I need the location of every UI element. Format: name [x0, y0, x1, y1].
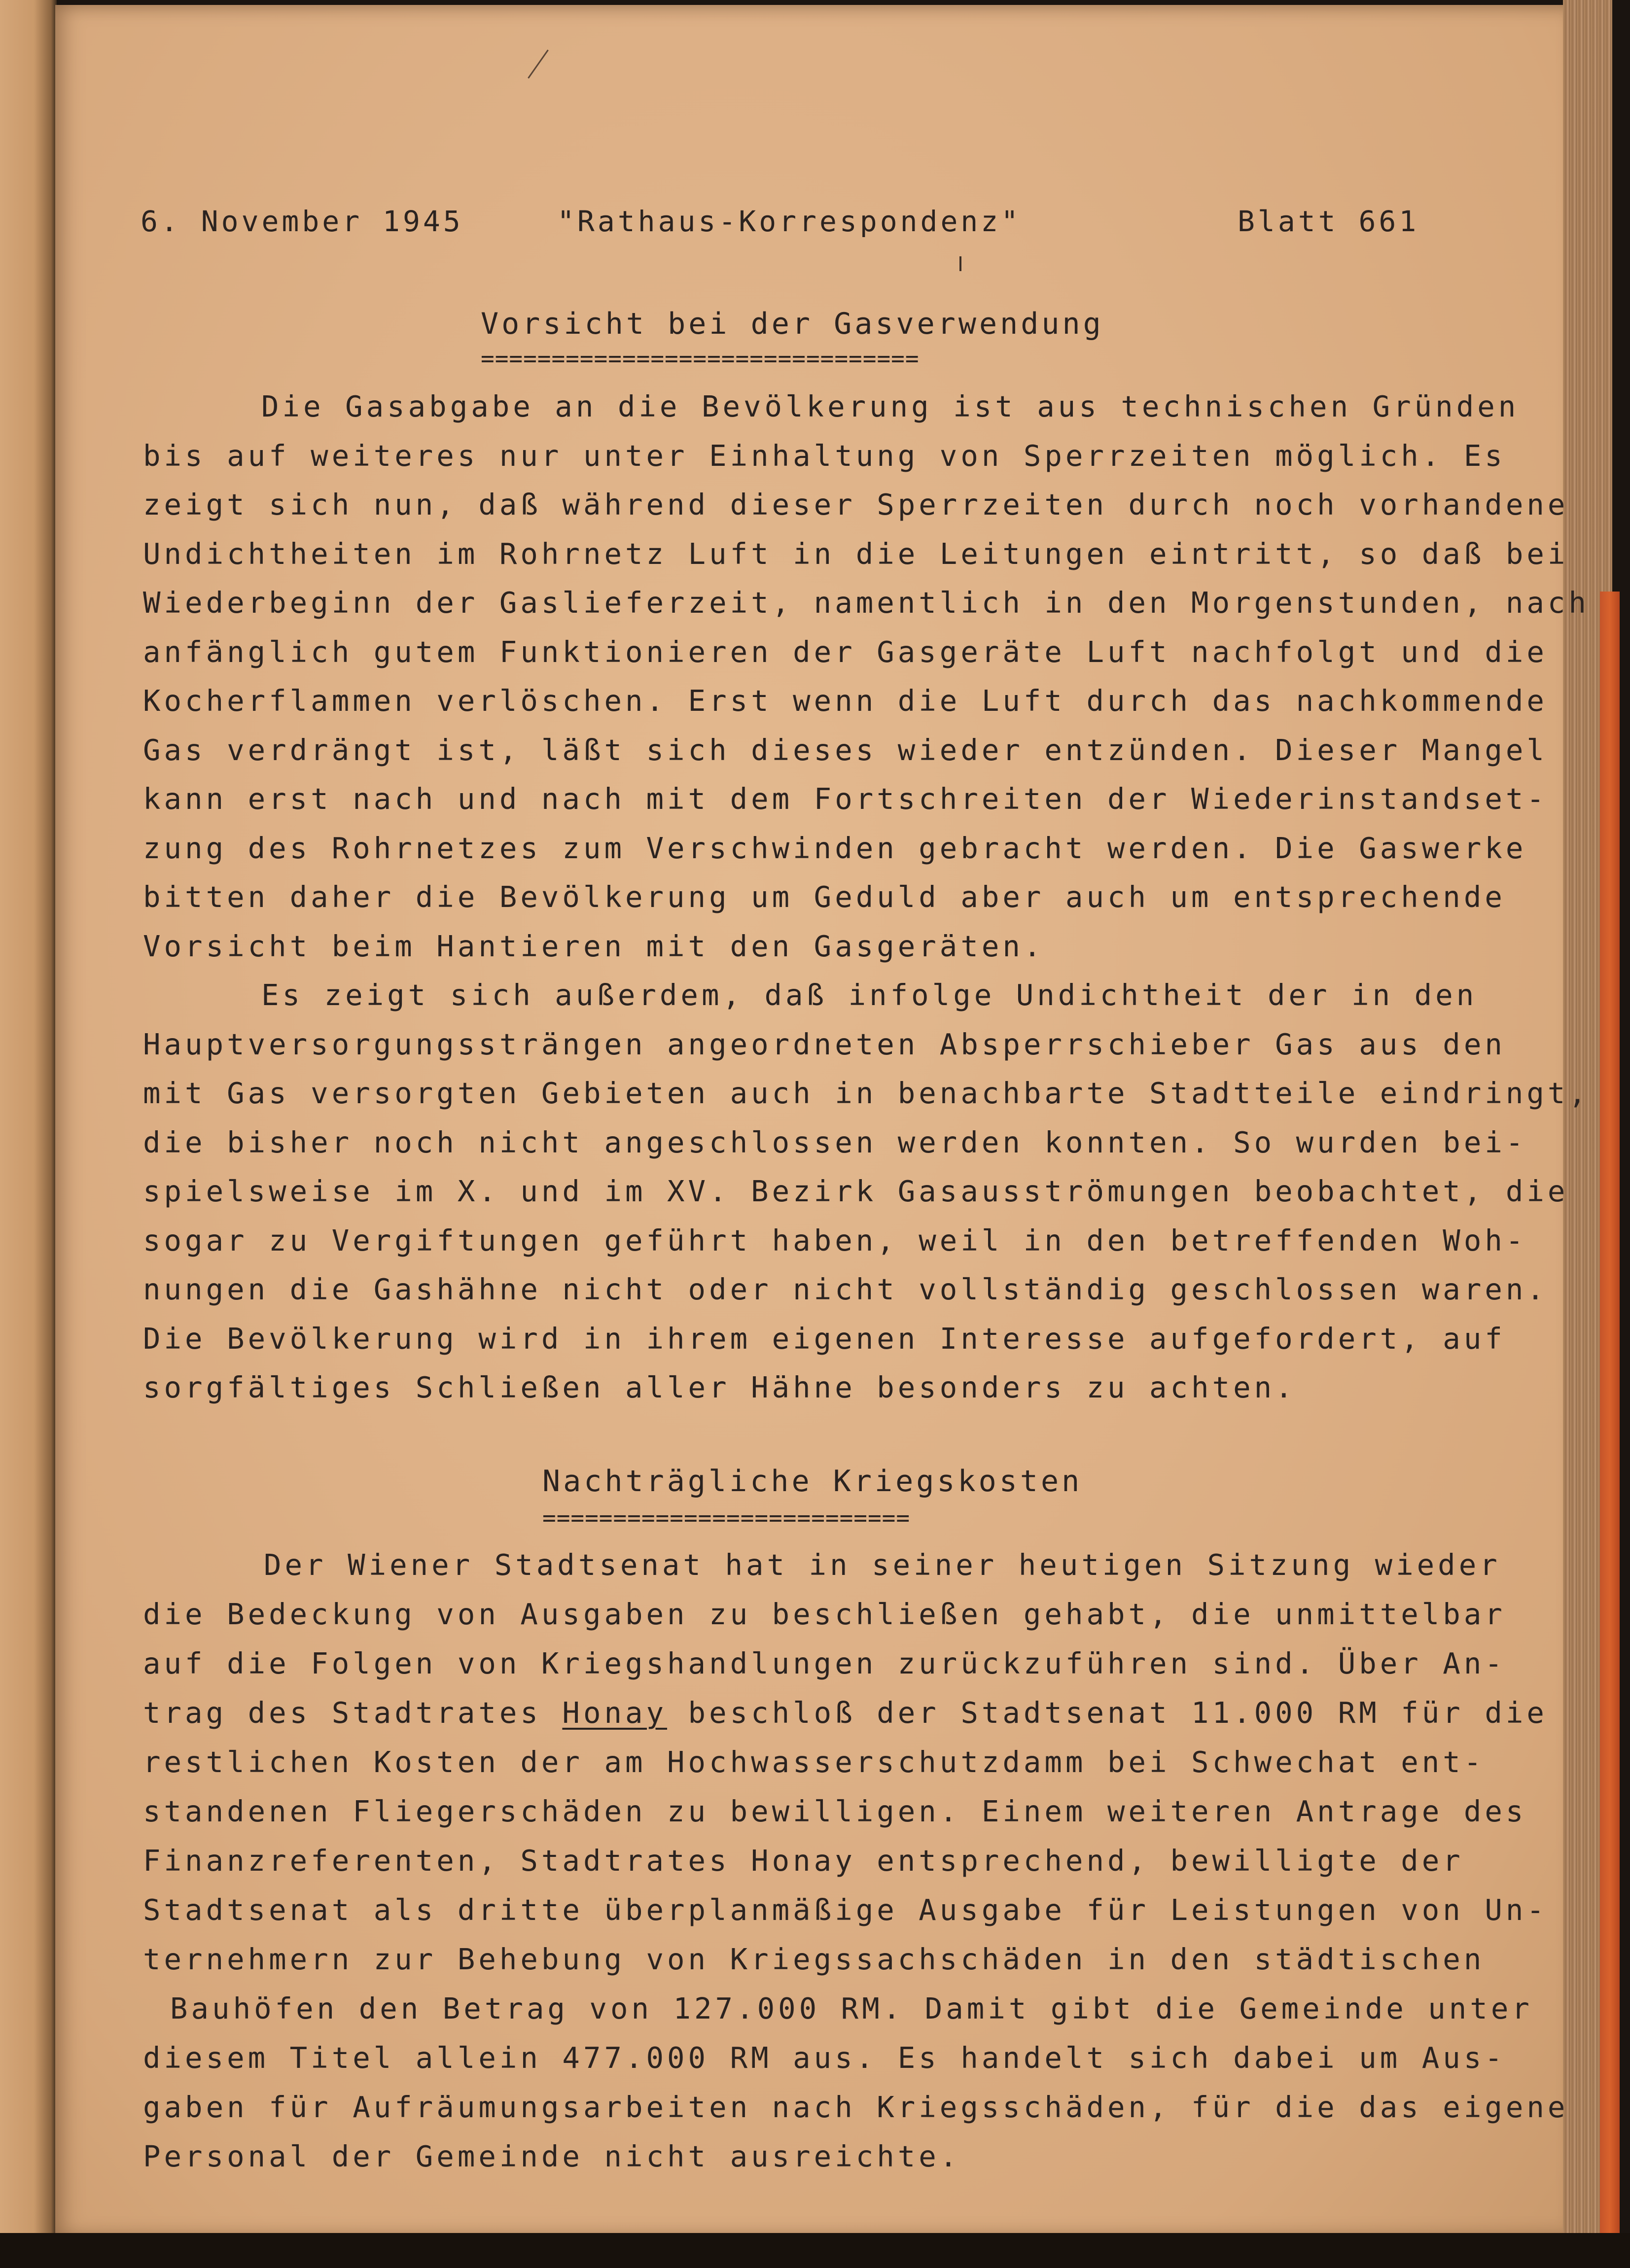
- paragraph-line: sogar zu Vergiftungen geführt haben, weil in den betreffenden Woh-: [143, 1223, 1527, 1257]
- paragraph-line: Der Wiener Stadtsenat hat in seiner heutigen Sitzung wieder: [264, 1548, 1501, 1582]
- section-title-war-costs: Nachträgliche Kriegskosten: [542, 1464, 1083, 1499]
- paragraph-line: Undichtheiten im Rohrnetz Luft in die Leitungen eintritt, so daß bei: [143, 537, 1569, 571]
- header-publication: "Rathaus-Korrespondenz": [557, 205, 1022, 238]
- paragraph-line: Vorsicht beim Hantieren mit den Gasgeräten.: [143, 929, 1045, 963]
- paragraph-line: Finanzreferenten, Stadtrates Honay entsprechend, bewilligte der: [143, 1844, 1464, 1878]
- header-date: 6. November 1945: [141, 205, 463, 238]
- title-rule-war-costs: ==========================: [542, 1504, 911, 1531]
- paragraph-line: Stadtsenat als dritte überplanmäßige Ausgabe für Leistungen von Un-: [143, 1893, 1548, 1927]
- title-rule-gas: ===============================: [481, 345, 920, 372]
- paragraph-line: die bisher noch nicht angeschlossen werden konnten. So wurden bei-: [143, 1125, 1527, 1159]
- paragraph-line: restlichen Kosten der am Hochwasserschutzdamm bei Schwechat ent-: [143, 1745, 1485, 1779]
- pencil-mark: [959, 256, 961, 271]
- paragraph-line: Bauhöfen den Betrag von 127.000 RM. Damit gibt die Gemeinde unter: [170, 1991, 1533, 2025]
- red-book-edge: [1600, 592, 1620, 2268]
- paragraph-line: Personal der Gemeinde nicht ausreichte.: [143, 2139, 961, 2173]
- paragraph-line: bis auf weiteres nur unter Einhaltung von Sperrzeiten möglich. Es: [143, 439, 1506, 473]
- paragraph-line: kann erst nach und nach mit dem Fortschreiten der Wiederinstandset-: [143, 782, 1548, 816]
- paragraph-line: Hauptversorgungssträngen angeordneten Absperrschieber Gas aus den: [143, 1027, 1506, 1061]
- paragraph-line: die Bedeckung von Ausgaben zu beschließen gehabt, die unmittelbar: [143, 1597, 1506, 1631]
- header-sheet-number: Blatt 661: [1238, 205, 1419, 238]
- paragraph-line: Die Bevölkerung wird in ihrem eigenen Interesse aufgefordert, auf: [143, 1322, 1506, 1356]
- paragraph-line: zeigt sich nun, daß während dieser Sperrzeiten durch noch vorhandene: [143, 488, 1569, 522]
- paragraph-line: spielsweise im X. und im XV. Bezirk Gasausströmungen beobachtet, die: [143, 1174, 1569, 1208]
- paragraph-line: bitten daher die Bevölkerung um Geduld aber auch um entsprechende: [143, 880, 1506, 914]
- paragraph-line: Es zeigt sich außerdem, daß infolge Undichtheit der in den: [261, 978, 1478, 1012]
- paragraph-line: Kocherflammen verlöschen. Erst wenn die Luft durch das nachkommende: [143, 684, 1548, 718]
- paragraph-line: ternehmern zur Behebung von Kriegssachschäden in den städtischen: [143, 1942, 1485, 1976]
- underlined-name: Honay: [562, 1696, 668, 1730]
- paragraph-line: anfänglich gutem Funktionieren der Gasgeräte Luft nachfolgt und die: [143, 635, 1548, 669]
- paragraph-line: mit Gas versorgten Gebieten auch in benachbarte Stadtteile eindringt,: [143, 1076, 1590, 1110]
- paragraph-line: auf die Folgen von Kriegshandlungen zurückzuführen sind. Über An-: [143, 1646, 1506, 1680]
- book-binding-left: [0, 0, 57, 2268]
- text-run: trag des Stadtrates: [143, 1696, 563, 1730]
- paragraph-line: zung des Rohrnetzes zum Verschwinden gebracht werden. Die Gaswerke: [143, 831, 1527, 865]
- text-run: beschloß der Stadtsenat 11.000 RM für die: [667, 1696, 1548, 1730]
- paragraph-line: Wiederbeginn der Gaslieferzeit, namentlich in den Morgenstunden, nach: [143, 586, 1590, 620]
- paragraph-line: nungen die Gashähne nicht oder nicht vollständig geschlossen waren.: [143, 1272, 1548, 1306]
- paragraph-line: Gas verdrängt ist, läßt sich dieses wieder entzünden. Dieser Mangel: [143, 733, 1548, 767]
- paragraph-line: gaben für Aufräumungsarbeiten nach Kriegsschäden, für die das eigene: [143, 2090, 1569, 2124]
- paragraph-line: sorgfältiges Schließen aller Hähne besonders zu achten.: [143, 1370, 1296, 1404]
- paragraph-line: Die Gasabgabe an die Bevölkerung ist aus technischen Gründen: [261, 389, 1520, 423]
- section-title-gas: Vorsicht bei der Gasverwendung: [481, 307, 1104, 341]
- paragraph-line: standenen Fliegerschäden zu bewilligen. Einem weiteren Antrage des: [143, 1794, 1527, 1828]
- scan-background: [0, 2233, 1630, 2268]
- paragraph-line: diesem Titel allein 477.000 RM aus. Es handelt sich dabei um Aus-: [143, 2041, 1506, 2075]
- paragraph-line: [143, 1696, 1548, 1730]
